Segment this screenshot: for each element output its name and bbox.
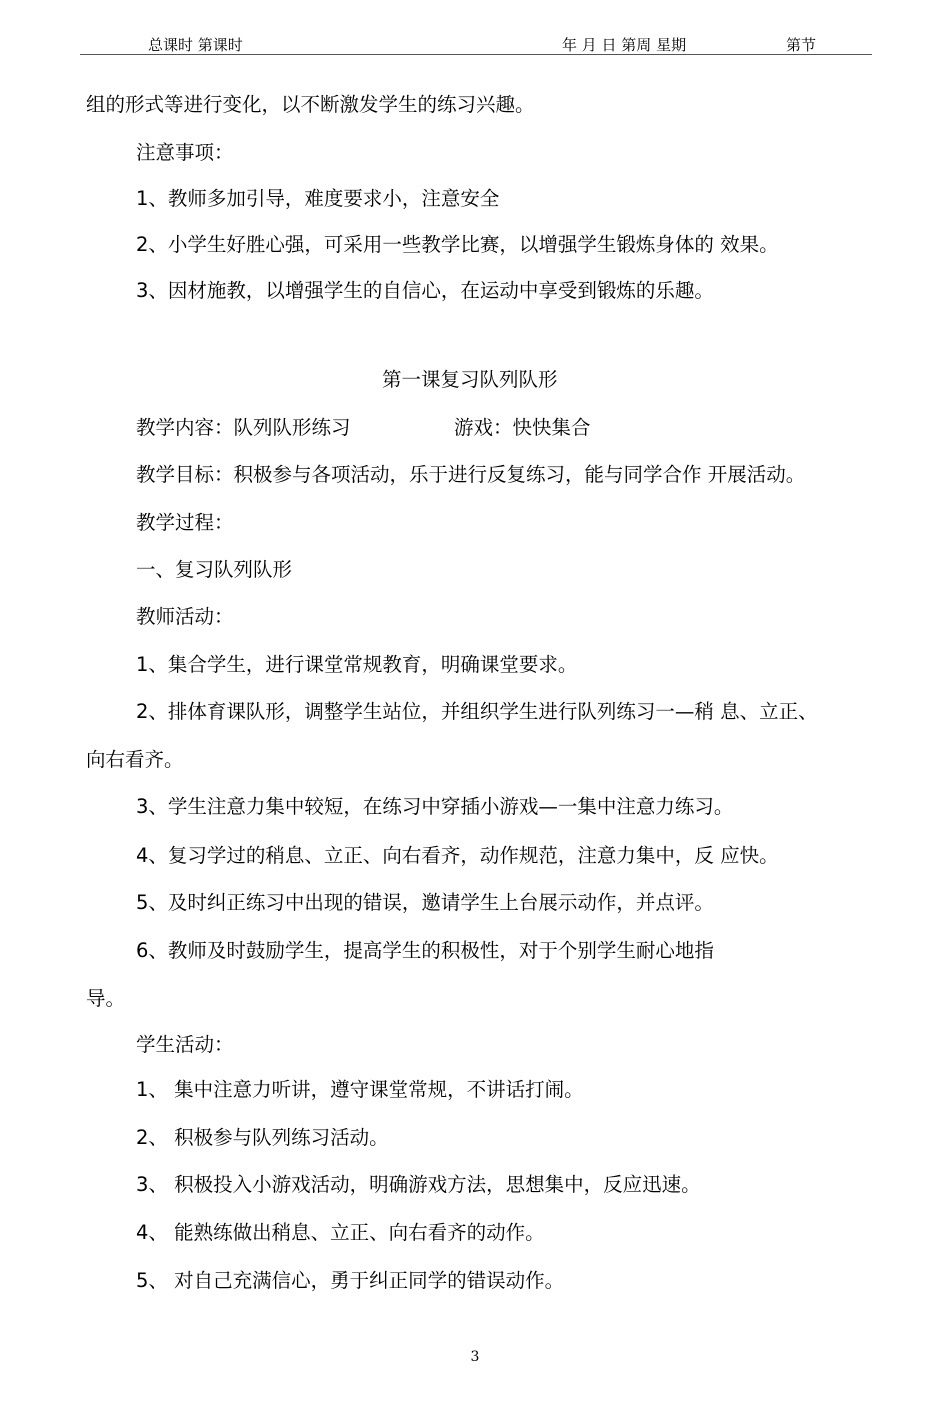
lesson-content: 教学内容：队列队形练习: [136, 416, 351, 439]
student-item: 3、 积极投入小游戏活动，明确游戏方法，思想集中，反应迅速。: [136, 1173, 701, 1196]
teacher-activity-heading: 教师活动：: [136, 605, 234, 628]
note-item: 3、因材施教，以增强学生的自信心，在运动中享受到锻炼的乐趣。: [136, 279, 714, 302]
page-header: [80, 28, 872, 55]
student-activity-heading: 学生活动：: [136, 1033, 234, 1056]
header-date: 年 月 日 第周 星期: [562, 36, 687, 54]
header-section: 第节: [786, 36, 817, 54]
teacher-item: 1、集合学生，进行课堂常规教育，明确课堂要求。: [136, 653, 578, 676]
student-item: 1、 集中注意力听讲，遵守课堂常规，不讲话打闹。: [136, 1078, 584, 1101]
paragraph-line: 组的形式等进行变化，以不断激发学生的练习兴趣。: [86, 93, 535, 116]
header-lesson-count: 总课时 第课时: [148, 36, 243, 54]
teacher-item: 2、排体育课队形，调整学生站位，并组织学生进行队列练习一—稍 息、立正、: [136, 700, 818, 723]
notes-heading: 注意事项：: [136, 141, 234, 164]
teacher-item-continuation: 导。: [86, 987, 126, 1010]
teacher-item: 5、及时纠正练习中出现的错误，邀请学生上台展示动作，并点评。: [136, 891, 714, 914]
teacher-item: 6、教师及时鼓励学生，提高学生的积极性，对于个别学生耐心地指: [136, 939, 714, 962]
note-item: 2、小学生好胜心强，可采用一些教学比赛，以增强学生锻炼身体的 效果。: [136, 233, 779, 256]
page-number: 3: [470, 1349, 480, 1365]
student-item: 5、 对自己充满信心，勇于纠正同学的错误动作。: [136, 1269, 565, 1292]
lesson-title: 第一课复习队列队形: [382, 368, 558, 391]
teacher-item: 3、学生注意力集中较短，在练习中穿插小游戏—一集中注意力练习。: [136, 795, 734, 818]
lesson-part-heading: 一、复习队列队形: [136, 558, 293, 581]
lesson-process-heading: 教学过程：: [136, 511, 234, 534]
student-item: 4、 能熟练做出稍息、立正、向右看齐的动作。: [136, 1221, 545, 1244]
lesson-goal: 教学目标：积极参与各项活动，乐于进行反复练习，能与同学合作 开展活动。: [136, 463, 806, 486]
teacher-item: 4、复习学过的稍息、立正、向右看齐，动作规范，注意力集中，反 应快。: [136, 844, 779, 867]
note-item: 1、教师多加引导，难度要求小，注意安全: [136, 187, 500, 210]
student-item: 2、 积极参与队列练习活动。: [136, 1126, 389, 1149]
lesson-game: 游戏：快快集合: [454, 416, 591, 439]
teacher-item-continuation: 向右看齐。: [86, 748, 184, 771]
